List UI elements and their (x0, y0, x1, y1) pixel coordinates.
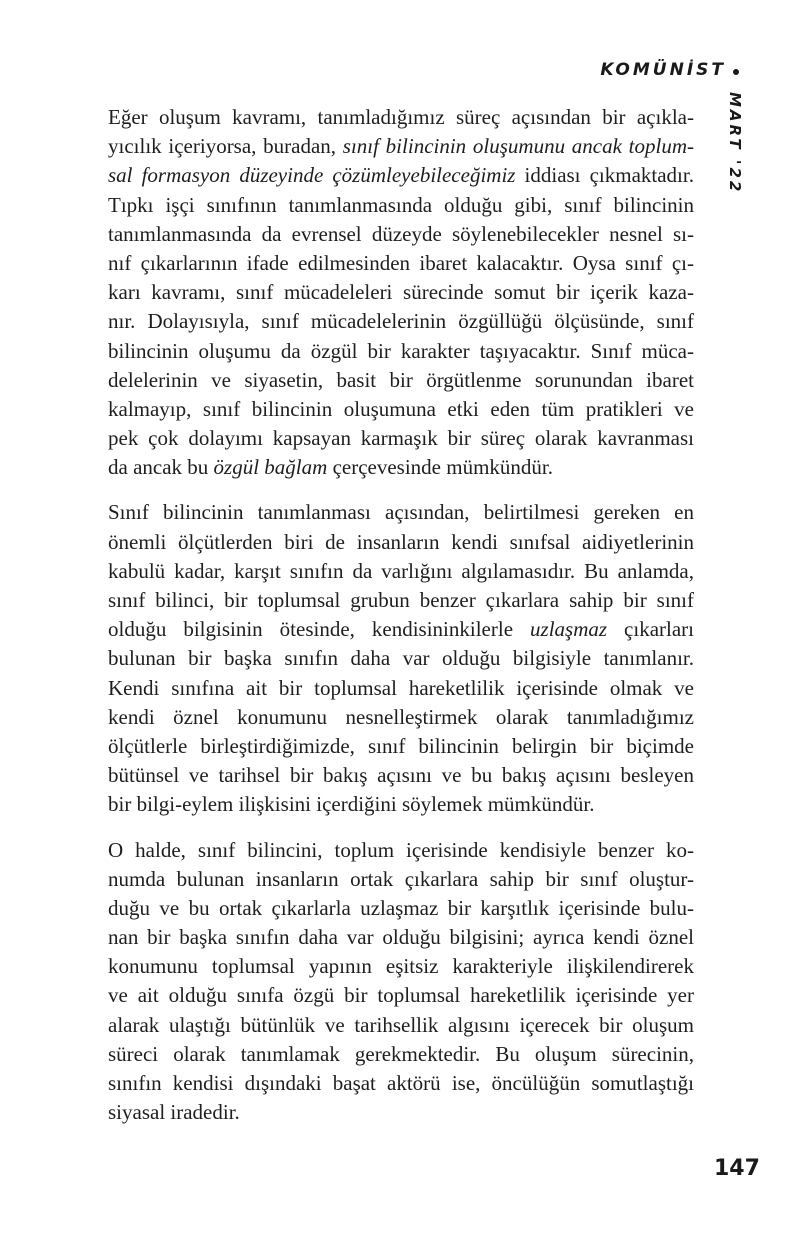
text-line (108, 366, 694, 395)
text: konumunu toplumsal yapının eşitsiz karakteriyle ilişkilendirerek (108, 954, 694, 979)
text: nıf çıkarlarının ifade edilmesinden ibaret kalacaktır. Oysa sınıf çı- (108, 250, 694, 275)
text: numda bulunan insanların ortak çıkarlara sahip bir sınıf oluştur- (108, 866, 694, 891)
text-line (108, 952, 694, 981)
text-line (108, 644, 694, 673)
text-line (108, 894, 694, 923)
text: ve ait olduğu sınıfa özgü bir toplumsal hareketlilik içerisinde yer (108, 983, 694, 1008)
text-line (108, 249, 694, 278)
page-number: 147 (714, 1156, 760, 1181)
text: çerçevesinde mümkündür. (327, 455, 553, 480)
text: Sınıf bilincinin tanımlanması açısından, belirtilmesi gereken en (108, 500, 694, 525)
text: sınıfın kendisi dışındaki başat aktörü ise, öncülüğün somutlaştığı (108, 1071, 694, 1095)
text: kabulü kadar, karşıt sınıfın da varlığını algılamasıdır. Bu anlamda, (108, 558, 694, 583)
italic-text: sal formasyon düzeyinde çözümleyebileceğimiz (108, 163, 516, 188)
text-line (108, 674, 694, 703)
italic-text: özgül bağlam (213, 455, 328, 480)
text: tanımlanmasında da evrensel düzeyde söylenebilecekler nesnel sı- (108, 221, 694, 246)
text: çıkarları (607, 617, 695, 642)
text-line (108, 395, 694, 424)
italic-text: uzlaşmaz (530, 617, 608, 642)
text: duğu ve bu ortak çıkarlarla uzlaşmaz bir karşıtlık içerisinde bulu- (108, 895, 694, 920)
issue-date: MART '22 (726, 92, 744, 195)
text: alarak ulaştığı bütünlük ve tarihsellik algısını içerecek bir oluşum (108, 1012, 694, 1037)
text: da ancak bu (108, 455, 214, 480)
text: önemli ölçütlerden biri de insanların kendi sınıfsal aidiyetlerinin (108, 529, 694, 554)
text: Kendi sınıfına ait bir toplumsal hareketlilik içerisinde olmak ve (108, 675, 694, 700)
text-line (108, 528, 694, 557)
text-line (108, 703, 694, 732)
text-line (108, 453, 694, 482)
text-line (108, 981, 694, 1010)
text: kendi öznel konumunu nesnelleştirmek olarak tanımladığımız (108, 704, 694, 729)
text-line (108, 732, 694, 761)
text-line (108, 615, 694, 644)
text: iddiası çıkmaktadır. (515, 163, 694, 188)
text-line (108, 307, 694, 336)
text: olduğu bilgisinin ötesinde, kendisininkilerle (108, 617, 531, 642)
article-body (108, 103, 694, 1143)
text: sınıf bilinci, bir toplumsal grubun benzer çıkarlara sahip bir sınıf (108, 588, 694, 612)
text-line (108, 278, 694, 307)
text: pek çok dolayımı kapsayan karmaşık bir süreç olarak kavranması (108, 426, 694, 451)
text: bir bilgi-eylem ilişkisini içerdiğini söylemek mümkündür. (108, 792, 595, 817)
bullet-dot-icon (733, 69, 739, 75)
text-line (108, 923, 694, 952)
text-line (108, 836, 694, 865)
text-line (108, 220, 694, 249)
italic-text: sınıf bilincinin oluşumunu ancak toplum- (342, 134, 695, 159)
text: nır. Dolayısıyla, sınıf mücadelelerinin özgüllüğü ölçüsünde, sınıf (108, 309, 694, 334)
text-line (108, 103, 694, 132)
text: yıcılık içeriyorsa, buradan, (108, 134, 343, 159)
text-line (108, 132, 694, 161)
paragraph (108, 836, 694, 1128)
text-line (108, 1098, 694, 1127)
text: süreci olarak tanımlamak gerekmektedir. Bu oluşum sürecinin, (108, 1041, 694, 1066)
paragraph (108, 103, 694, 482)
text: ölçütlerle birleştirdiğimizde, sınıf bilincinin belirgin bir biçimde (108, 733, 694, 758)
text-line (108, 161, 694, 190)
text: Tıpkı işçi sınıfının tanımlanmasında olduğu gibi, sınıf bilincinin (108, 192, 694, 217)
magazine-title: KOMÜNİST (600, 60, 726, 80)
text: karı kavramı, sınıf mücadeleleri sürecinde somut bir içerik kaza- (108, 280, 694, 305)
text-line (108, 337, 694, 366)
text-line (108, 424, 694, 453)
text-line (108, 1011, 694, 1040)
text-line (108, 557, 694, 586)
text-line (108, 1069, 694, 1098)
text: kalmayıp, sınıf bilincinin oluşumuna etki eden tüm pratikleri ve (108, 396, 694, 421)
text: O halde, sınıf bilincini, toplum içerisinde kendisiyle benzer ko- (108, 837, 694, 862)
paragraph (108, 498, 694, 819)
text-line (108, 191, 694, 220)
text: bulunan bir başka sınıfın daha var olduğu bilgisiyle tanımlanır. (108, 646, 694, 671)
text-line (108, 1040, 694, 1069)
text-line (108, 586, 694, 615)
text: bilincinin oluşumu da özgül bir karakter taşıyacaktır. Sınıf müca- (108, 338, 694, 363)
text: bütünsel ve tarihsel bir bakış açısını ve bu bakış açısını besleyen (108, 763, 694, 788)
text: nan bir başka sınıfın daha var olduğu bilgisini; ayrıca kendi öznel (108, 925, 694, 950)
text: delelerinin ve siyasetin, basit bir örgütlenme sorunundan ibaret (108, 367, 694, 392)
text: Eğer oluşum kavramı, tanımladığımız süreç açısından bir açıkla- (108, 105, 694, 129)
text: siyasal iradedir. (108, 1100, 240, 1125)
text-line (108, 761, 694, 790)
text-line (108, 498, 694, 527)
text-line (108, 790, 694, 819)
text-line (108, 865, 694, 894)
